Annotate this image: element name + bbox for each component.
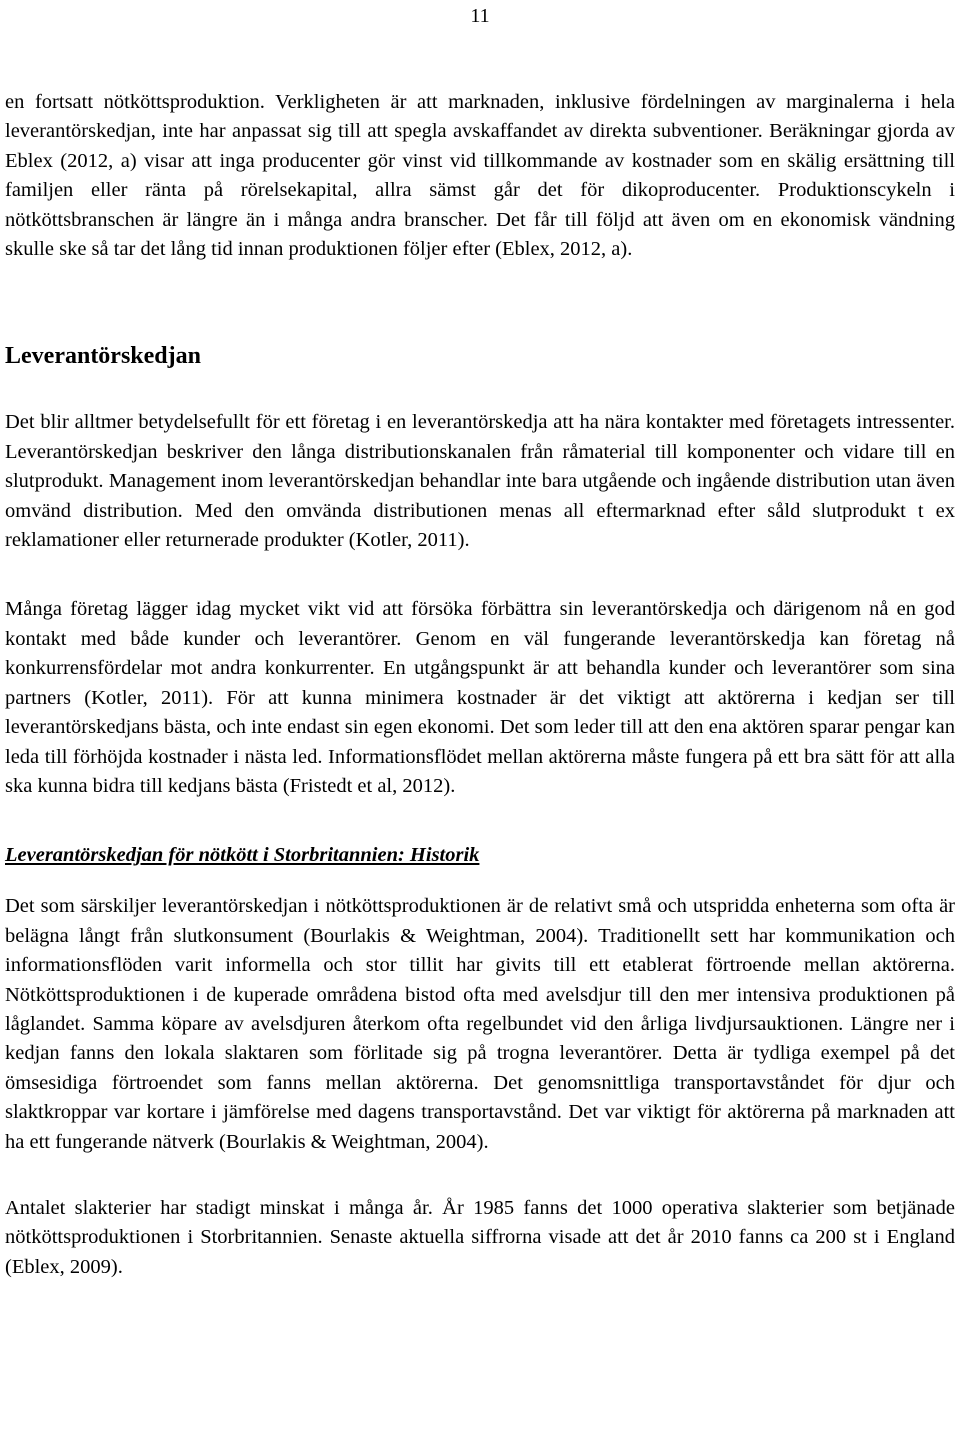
paragraph-history-2: Antalet slakterier har stadigt minskat i många år. År 1985 fanns det 1000 operativa slakterier som betjänade nötköttsproduktionen i Storbritannien. Senaste aktuella siffrorna visade att det år 2010 fanns ca 200 st i England (Eblex, 2009). (5, 1196, 955, 1278)
paragraph-supply-chain-1: Det blir alltmer betydelsefullt för ett företag i en leverantörskedja att ha nära kontakter med företagets intressenter. Leverantörskedjan beskriver den långa distributionskanalen från råmaterial till komponenter och vidare till en slutprodukt. Management inom leverantörskedjan behandlar inte bara utgående och ingående distribution utan även omvänd distribution. Med den omvända distributionen menas all eftermarknad efter såld slutprodukt t ex reklamationer eller returnerade produkter (Kotler, 2011). (5, 411, 955, 552)
page-number: 11 (470, 5, 490, 27)
paragraph-history-1: Det som särskiljer leverantörskedjan i nötköttsproduktionen är de relativt små och utspridda enheterna som ofta är belägna långt från slutkonsument (Bourlakis & Weightman, 2004). Traditionellt sett har kommunikation och informationsflöden varit informella och stor tillit har givits till ett etablerat förtroende mellan aktörerna. Nötköttsproduktionen i de kuperade områdena bistod ofta med avelsdjur till den mer intensiva produktionen på låglandet. Samma köpare av avelsdjuren återkom ofta regelbundet vid den årliga livdjursauktionen. Längre ner i kedjan fanns den lokala slaktaren som förlitade sig på trogna leverantörer. Detta är tydliga exempel på det ömsesidiga förtroendet som fanns mellan aktörerna. Det genomsnittliga transportavståndet för djur och slaktkroppar var kortare i jämförelse med dagens transportavstånd. Det var viktigt för aktörerna på marknaden att ha ett fungerande nätverk (Bourlakis & Weightman, 2004). (5, 895, 955, 1153)
subsection-heading-history: Leverantörskedjan för nötkött i Storbritannien: Historik (5, 844, 480, 867)
paragraph-supply-chain-2: Många företag lägger idag mycket vikt vid att försöka förbättra sin leverantörskedja och därigenom nå en god kontakt med både kunder och leverantörer. Genom en väl fungerande leverantörskedja kan företag nå konkurrensfördelar mot andra konkurrenter. En utgångspunkt är att behandla kunder och leverantörer som sina partners (Kotler, 2011). För att kunna minimera kostnader är det viktigt att aktörerna i kedjan ser till leverantörskedjans bästa, och inte endast sin egen ekonomi. Det som leder till att den ena aktören sparar pengar kan leda till förhöjda kostnader i nästa led. Informationsflödet mellan aktörerna måste fungera på ett bra sätt för att alla ska kunna bidra till kedjans bästa (Fristedt et al, 2012). (5, 598, 955, 797)
document-body (5, 88, 955, 1282)
paragraph-intro: en fortsatt nötköttsproduktion. Verkligheten är att marknaden, inklusive fördelningen av marginalerna i hela leverantörskedjan, inte har anpassat sig till att spegla avskaffandet av direkta subventioner. Beräkningar gjorda av Eblex (2012, a) visar att inga producenter gör vinst vid tillkommande av kostnader som en skälig ersättning till familjen eller ränta på rörelsekapital, allra sämst går det för dikoproducenter. Produktionscykeln i nötköttsbranschen är längre än i många andra branscher. Det får till följd att även om en ekonomisk vändning skulle ske så tar det lång tid innan produktionen följer efter (Eblex, 2012, a). (5, 91, 955, 261)
section-heading-supply-chain: Leverantörskedjan (5, 343, 201, 370)
